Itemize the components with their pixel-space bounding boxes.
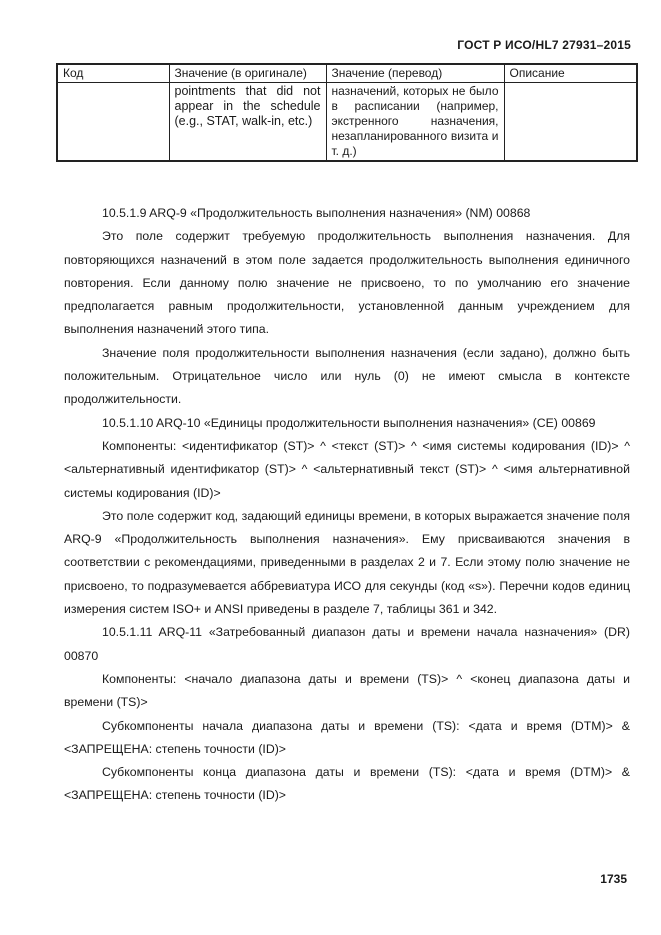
column-header-description: Описание [504, 64, 637, 83]
cell-original: pointments that did not appear in the schedule (e.g., STAT, walk-in, etc.) [169, 83, 326, 162]
section-heading-arq9: 10.5.1.9 ARQ-9 «Продолжительность выполнения назначения» (NM) 00868 [102, 206, 531, 220]
section-heading-arq11: 10.5.1.11 ARQ-11 «Затребованный диапазон даты и времени начала назначения» (DR) 00870 [64, 625, 630, 663]
paragraph: Компоненты: <идентификатор (ST)> ^ <текст (ST)> ^ <имя системы кодирования (ID)> ^ <альтернативный идентификатор (ST)> ^ <альтернативный текст (ST)> ^ <имя альтернативной системы кодирования (ID)> [64, 438, 630, 500]
table-header-row [57, 64, 637, 83]
codes-table [56, 63, 638, 162]
cell-description [504, 83, 637, 162]
paragraph: Субкомпоненты начала диапазона даты и времени (TS): <дата и время (DTM)> & <ЗАПРЕЩЕНА: степень точности (ID)> [64, 718, 630, 756]
paragraph: Это поле содержит код, задающий единицы времени, в которых выражается значение поля ARQ-9 «Продолжительность выполнения назначения». Ему присваиваются значения в соответствии с рекомендациями, приведенными в разделах 2 и 7. Если этому полю значение не присвоено, то подразумевается аббревиатура ИСО для секунды (код «s»). Перечни кодов единиц измерения систем ISO+ и ANSI приведены в разделе 7, таблицы 361 и 342. [64, 508, 630, 617]
paragraph: Это поле содержит требуемую продолжительность выполнения назначения. Для повторяющихся назначений в этом поле задается продолжительность выполнения единичного повторения. Если данному полю значение не присвоено, то по умолчанию его значение предполагается равным продолжительности, установленной данным учреждением для выполнения назначений этого типа. [64, 229, 630, 337]
cell-code [57, 83, 169, 162]
column-header-translation: Значение (перевод) [326, 64, 504, 83]
cell-translation: назначений, которых не было в расписании (например, экстренного назначения, незапланированного визита и т. д.) [326, 83, 504, 162]
section-heading-arq10: 10.5.1.10 ARQ-10 «Единицы продолжительности выполнения назначения» (CE) 00869 [102, 415, 596, 430]
column-header-original: Значение (в оригинале) [169, 64, 326, 83]
document-header: ГОСТ Р ИСО/HL7 27931–2015 [457, 38, 631, 52]
page-number: 1735 [600, 872, 627, 886]
body-text [64, 202, 630, 808]
paragraph: Компоненты: <начало диапазона даты и времени (TS)> ^ <конец диапазона даты и времени (TS)> [64, 671, 630, 710]
column-header-code: Код [57, 64, 169, 83]
paragraph: Значение поля продолжительности выполнения назначения (если задано), должно быть положительным. Отрицательное число или нуль (0) не имеют смысла в контексте продолжительности. [64, 345, 630, 407]
table-row [57, 83, 637, 162]
paragraph: Субкомпоненты конца диапазона даты и времени (TS): <дата и время (DTM)> & <ЗАПРЕЩЕНА: степень точности (ID)> [64, 765, 630, 803]
